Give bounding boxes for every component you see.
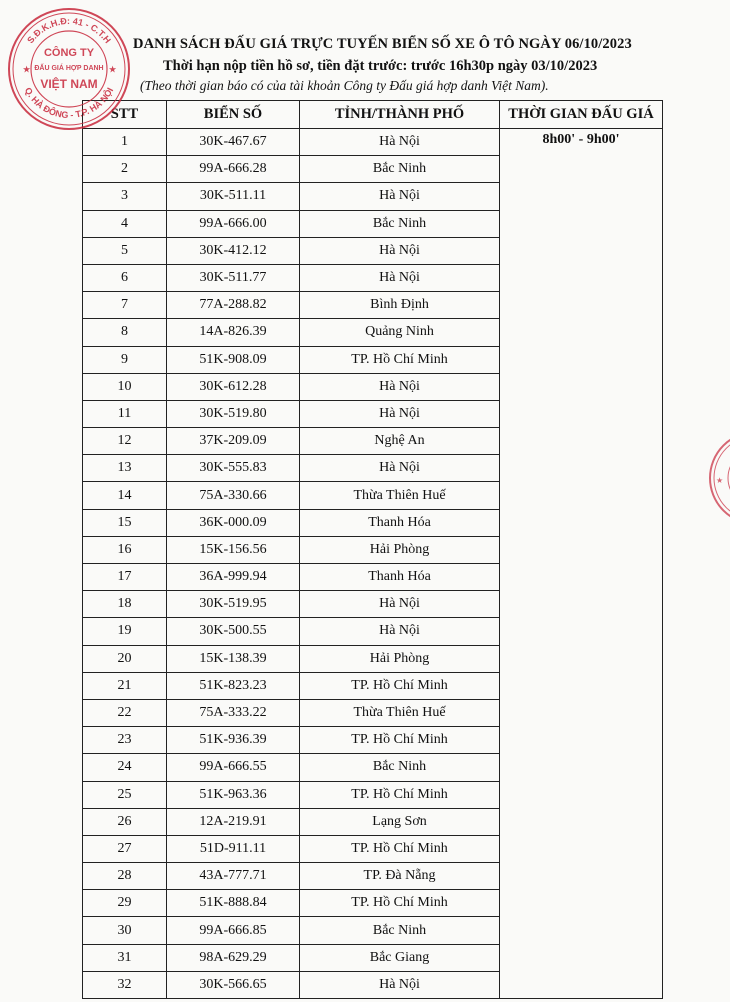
plate-cell: 30K-467.67 xyxy=(167,129,300,156)
table-body xyxy=(83,129,663,999)
province-cell: TP. Hồ Chí Minh xyxy=(300,727,500,754)
plate-cell: 51K-963.36 xyxy=(167,781,300,808)
stt-cell: 2 xyxy=(83,156,167,183)
plate-cell: 51K-823.23 xyxy=(167,672,300,699)
auction-table xyxy=(82,100,663,999)
stt-cell: 18 xyxy=(83,591,167,618)
province-cell: Bắc Ninh xyxy=(300,754,500,781)
province-cell: Thừa Thiên Huế xyxy=(300,482,500,509)
plate-cell: 51K-888.84 xyxy=(167,890,300,917)
plate-cell: 30K-511.11 xyxy=(167,183,300,210)
province-cell: Hà Nội xyxy=(300,591,500,618)
plate-cell: 51K-936.39 xyxy=(167,727,300,754)
province-cell: Hà Nội xyxy=(300,373,500,400)
province-cell: Hà Nội xyxy=(300,183,500,210)
stt-cell: 6 xyxy=(83,264,167,291)
province-cell: Hà Nội xyxy=(300,129,500,156)
province-cell: Bắc Ninh xyxy=(300,210,500,237)
plate-cell: 15K-138.39 xyxy=(167,645,300,672)
province-cell: Thanh Hóa xyxy=(300,509,500,536)
stt-cell: 13 xyxy=(83,455,167,482)
stt-cell: 15 xyxy=(83,509,167,536)
plate-cell: 75A-333.22 xyxy=(167,699,300,726)
plate-cell: 75A-330.66 xyxy=(167,482,300,509)
seal-line-3: VIỆT NAM xyxy=(40,77,98,91)
province-cell: Bình Định xyxy=(300,292,500,319)
plate-cell: 36K-000.09 xyxy=(167,509,300,536)
plate-cell: 30K-519.80 xyxy=(167,400,300,427)
stt-cell: 4 xyxy=(83,210,167,237)
stt-cell: 7 xyxy=(83,292,167,319)
stt-cell: 21 xyxy=(83,672,167,699)
stt-cell: 10 xyxy=(83,373,167,400)
stt-cell: 14 xyxy=(83,482,167,509)
plate-cell: 15K-156.56 xyxy=(167,536,300,563)
plate-cell: 36A-999.94 xyxy=(167,564,300,591)
province-cell: Hải Phòng xyxy=(300,645,500,672)
header-time: THỜI GIAN ĐẤU GIÁ xyxy=(500,101,663,129)
seal-line-2: ĐẤU GIÁ HỢP DANH xyxy=(34,65,104,72)
province-cell: Hà Nội xyxy=(300,237,500,264)
stt-cell: 12 xyxy=(83,428,167,455)
plate-cell: 77A-288.82 xyxy=(167,292,300,319)
province-cell: TP. Hồ Chí Minh xyxy=(300,835,500,862)
stt-cell: 9 xyxy=(83,346,167,373)
table-header-row xyxy=(83,101,663,129)
province-cell: Hà Nội xyxy=(300,618,500,645)
stt-cell: 28 xyxy=(83,863,167,890)
province-cell: Hà Nội xyxy=(300,455,500,482)
plate-cell: 14A-826.39 xyxy=(167,319,300,346)
header-plate: BIỂN SỐ xyxy=(167,101,300,129)
stt-cell: 19 xyxy=(83,618,167,645)
stt-cell: 1 xyxy=(83,129,167,156)
seal-bottom-text: Q. HÀ ĐÔNG - T.P. HÀ NỘI xyxy=(22,85,116,121)
seal-star-left: ★ xyxy=(23,65,31,74)
deadline-line: Thời hạn nộp tiền hồ sơ, tiền đặt trước: trước 16h30p ngày 03/10/2023 xyxy=(163,58,598,74)
plate-cell: 30K-412.12 xyxy=(167,237,300,264)
table-row xyxy=(83,129,663,156)
seal-line-1: CÔNG TY xyxy=(43,47,95,59)
stt-cell: 8 xyxy=(83,319,167,346)
province-cell: Thanh Hóa xyxy=(300,564,500,591)
province-cell: Thừa Thiên Huế xyxy=(300,699,500,726)
stt-cell: 32 xyxy=(83,971,167,998)
province-cell: TP. Hồ Chí Minh xyxy=(300,890,500,917)
province-cell: Bắc Ninh xyxy=(300,156,500,183)
company-seal xyxy=(6,6,132,132)
document-title: DANH SÁCH ĐẤU GIÁ TRỰC TUYẾN BIỂN SỐ XE Ô TÔ NGÀY 06/10/2023 xyxy=(133,36,632,52)
stt-cell: 27 xyxy=(83,835,167,862)
province-cell: TP. Đà Nẵng xyxy=(300,863,500,890)
plate-cell: 98A-629.29 xyxy=(167,944,300,971)
header-province: TỈNH/THÀNH PHỐ xyxy=(300,101,500,129)
plate-cell: 30K-566.65 xyxy=(167,971,300,998)
plate-cell: 37K-209.09 xyxy=(167,428,300,455)
plate-cell: 12A-219.91 xyxy=(167,808,300,835)
note-line: (Theo thời gian báo có của tài khoản Công ty Đấu giá hợp danh Việt Nam). xyxy=(140,78,549,93)
plate-cell: 30K-500.55 xyxy=(167,618,300,645)
stt-cell: 11 xyxy=(83,400,167,427)
stt-cell: 3 xyxy=(83,183,167,210)
province-cell: Bắc Giang xyxy=(300,944,500,971)
plate-cell: 30K-555.83 xyxy=(167,455,300,482)
seal-top-text: S.Đ.K.H.Đ: 41 - C.T.H xyxy=(25,15,113,46)
stt-cell: 29 xyxy=(83,890,167,917)
plate-cell: 51K-908.09 xyxy=(167,346,300,373)
province-cell: Hà Nội xyxy=(300,400,500,427)
stt-cell: 30 xyxy=(83,917,167,944)
province-cell: Quảng Ninh xyxy=(300,319,500,346)
province-cell: Lạng Sơn xyxy=(300,808,500,835)
stt-cell: 25 xyxy=(83,781,167,808)
seal-star-right: ★ xyxy=(109,65,117,74)
province-cell: TP. Hồ Chí Minh xyxy=(300,672,500,699)
plate-cell: 30K-612.28 xyxy=(167,373,300,400)
province-cell: TP. Hồ Chí Minh xyxy=(300,346,500,373)
stt-cell: 22 xyxy=(83,699,167,726)
province-cell: Hà Nội xyxy=(300,971,500,998)
province-cell: Hải Phòng xyxy=(300,536,500,563)
stt-cell: 17 xyxy=(83,564,167,591)
stt-cell: 5 xyxy=(83,237,167,264)
stt-cell: 16 xyxy=(83,536,167,563)
province-cell: Nghệ An xyxy=(300,428,500,455)
time-slot-cell: 8h00' - 9h00' xyxy=(500,129,663,999)
plate-cell: 51D-911.11 xyxy=(167,835,300,862)
province-cell: Bắc Ninh xyxy=(300,917,500,944)
plate-cell: 99A-666.28 xyxy=(167,156,300,183)
province-cell: TP. Hồ Chí Minh xyxy=(300,781,500,808)
plate-cell: 43A-777.71 xyxy=(167,863,300,890)
partial-seal-star: ★ xyxy=(716,476,724,485)
plate-cell: 99A-666.55 xyxy=(167,754,300,781)
stt-cell: 20 xyxy=(83,645,167,672)
stt-cell: 31 xyxy=(83,944,167,971)
plate-cell: 30K-511.77 xyxy=(167,264,300,291)
stt-cell: 23 xyxy=(83,727,167,754)
province-cell: Hà Nội xyxy=(300,264,500,291)
plate-cell: 99A-666.85 xyxy=(167,917,300,944)
plate-cell: 99A-666.00 xyxy=(167,210,300,237)
stt-cell: 26 xyxy=(83,808,167,835)
plate-cell: 30K-519.95 xyxy=(167,591,300,618)
header-stt: STT xyxy=(83,101,167,129)
stt-cell: 24 xyxy=(83,754,167,781)
partial-seal-right xyxy=(706,428,730,528)
